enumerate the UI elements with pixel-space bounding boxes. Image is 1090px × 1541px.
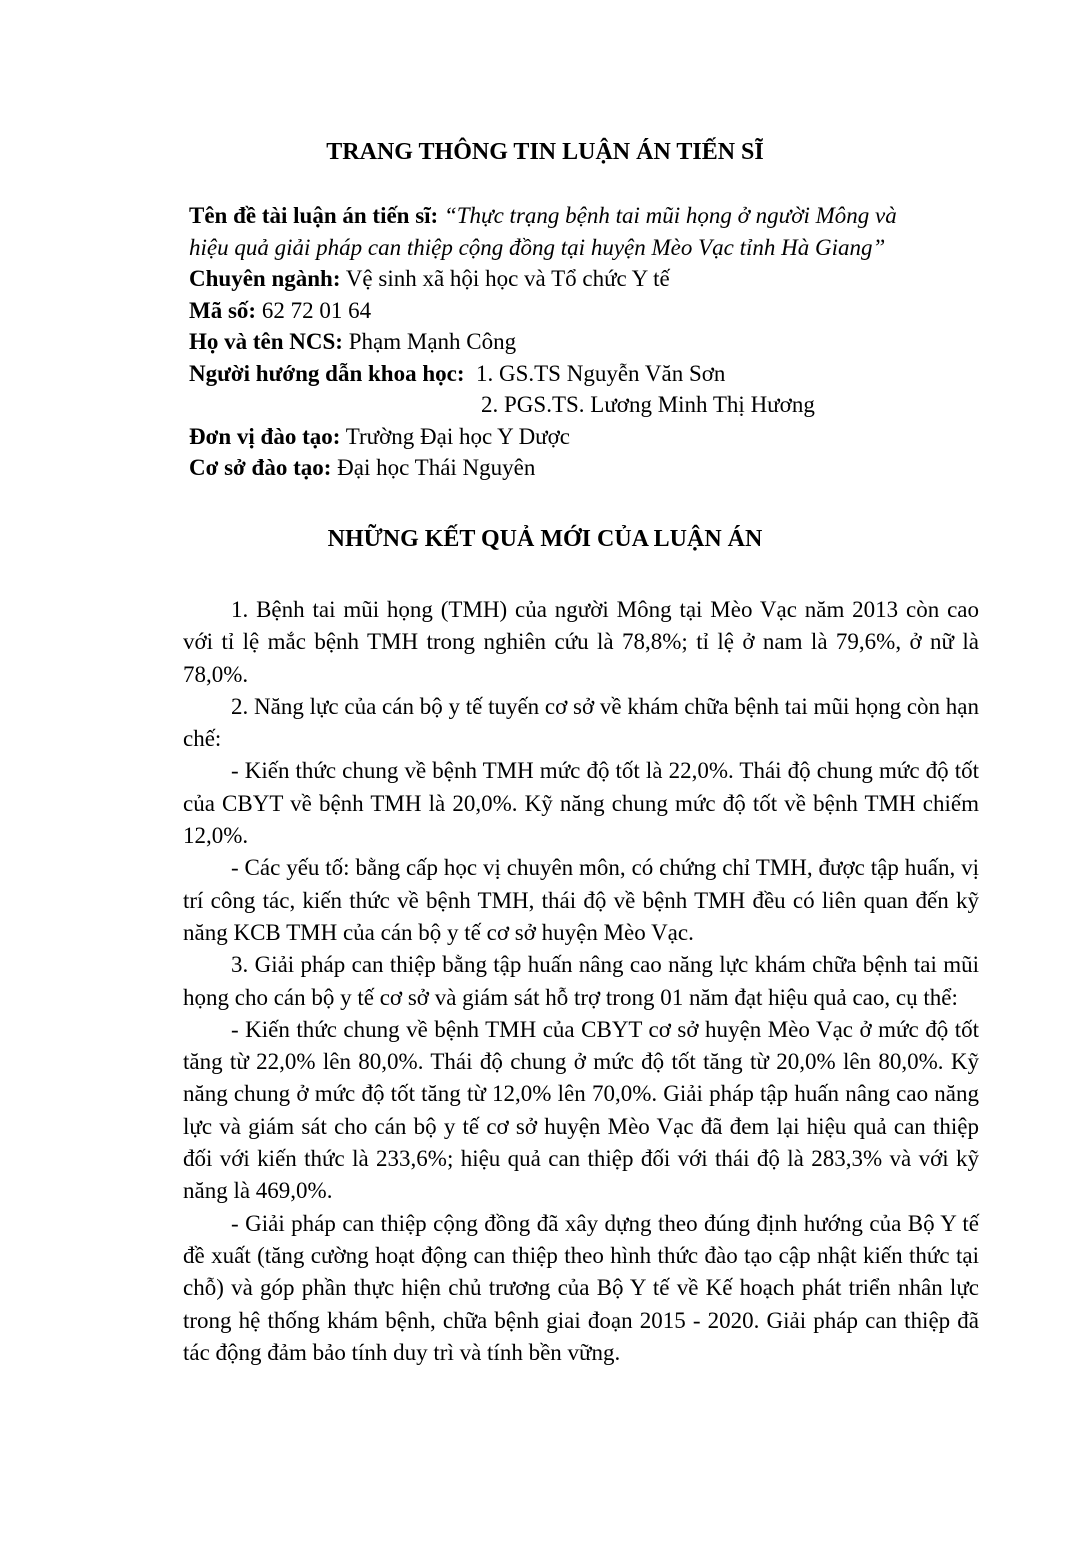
base-value: Đại học Thái Nguyên — [331, 455, 536, 480]
advisor-row-2 — [189, 389, 989, 421]
result-paragraph: 1. Bệnh tai mũi họng (TMH) của người Mông tại Mèo Vạc năm 2013 còn cao với tỉ lệ mắc bệnh TMH trong nghiên cứu là 78,8%; tỉ lệ ở nam là 79,6%, ở nữ là 78,0%. — [183, 597, 979, 687]
code-value: 62 72 01 64 — [256, 297, 372, 323]
page-title: TRANG THÔNG TIN LUẬN ÁN TIẾN SĨ — [326, 139, 764, 165]
result-paragraph: 3. Giải pháp can thiệp bằng tập huấn nâng cao năng lực khám chữa bệnh tai mũi họng cho cán bộ y tế cơ sở và giám sát hỗ trợ trong 01 năm đạt hiệu quả cao, cụ thể: — [183, 952, 979, 1010]
result-paragraph: - Kiến thức chung về bệnh TMH của CBYT cơ sở huyện Mèo Vạc ở mức độ tốt tăng từ 22,0% lên 80,0%. Thái độ chung ở mức độ tốt tăng từ 20,0% lên 80,0%. Kỹ năng chung ở mức độ tốt tăng từ 12,0% lên 70,0%. Giải pháp tập huấn nâng cao năng lực và giám sát cho cán bộ y tế cơ sở huyện Mèo Vạc đã đem lại hiệu quả can thiệp đối với kiến thức là 233,6%; hiệu quả can thiệp đối với thái độ là 283,3% và với kỹ năng là 469,0%. — [183, 1016, 979, 1204]
unit-row — [189, 421, 989, 453]
result-paragraph: - Kiến thức chung về bệnh TMH mức độ tốt là 22,0%. Thái độ chung mức độ tốt của CBYT về bệnh TMH là 20,0%. Kỹ năng chung mức độ tốt về bệnh TMH chiếm 12,0%. — [183, 758, 979, 849]
thesis-info — [189, 200, 989, 484]
advisor-label: Người hướng dẫn khoa học: — [189, 360, 465, 386]
results-heading: NHỮNG KẾT QUẢ MỚI CỦA LUẬN ÁN — [327, 526, 763, 552]
major-label: Chuyên ngành: — [189, 266, 341, 291]
topic-label: Tên đề tài luận án tiến sĩ: — [189, 203, 439, 228]
topic-line2: hiệu quả giải pháp can thiệp cộng đồng tại huyện Mèo Vạc tỉnh Hà Giang” — [189, 234, 886, 260]
code-label: Mã số: — [189, 297, 257, 323]
results-body — [183, 594, 979, 1369]
topic-row — [189, 200, 989, 232]
advisor-1: 1. GS.TS Nguyễn Văn Sơn — [464, 360, 726, 386]
unit-value: Trường Đại học Y Dược — [340, 423, 571, 449]
name-row — [189, 326, 989, 358]
name-label: Họ và tên NCS: — [189, 329, 343, 354]
result-paragraph: - Giải pháp can thiệp cộng đồng đã xây dựng theo đúng định hướng của Bộ Y tế đề xuất (tăng cường hoạt động can thiệp theo hình thức đào tạo cập nhật kiến thức tại chỗ) và góp phần thực hiện chủ trương của Bộ Y tế về Kế hoạch phát triển nhân lực trong hệ thống khám bệnh, chữa bệnh giai đoạn 2015 - 2020. Giải pháp can thiệp đã tác động đảm bảo tính duy trì và tính bền vững. — [183, 1210, 979, 1365]
unit-label: Đơn vị đào tạo: — [189, 423, 341, 449]
code-row — [189, 295, 989, 327]
result-paragraph: - Các yếu tố: bằng cấp học vị chuyên môn, có chứng chỉ TMH, được tập huấn, vị trí công tác, kiến thức về bệnh TMH, thái độ về bệnh TMH đều có liên quan đến kỹ năng KCB TMH của cán bộ y tế cơ sở huyện Mèo Vạc. — [183, 855, 979, 945]
result-paragraph: 2. Năng lực của cán bộ y tế tuyến cơ sở về khám chữa bệnh tai mũi họng còn hạn chế: — [183, 693, 979, 752]
major-row — [189, 263, 989, 295]
base-row — [189, 452, 989, 484]
base-label: Cơ sở đào tạo: — [189, 455, 332, 480]
advisor-row — [189, 358, 989, 390]
major-value: Vệ sinh xã hội học và Tổ chức Y tế — [340, 266, 670, 291]
name-value: Phạm Mạnh Công — [342, 329, 517, 354]
topic-line1: “Thực trạng bệnh tai mũi họng ở người Mông và — [443, 203, 897, 228]
topic-row-2 — [189, 232, 989, 264]
advisor-2: 2. PGS.TS. Lương Minh Thị Hương — [481, 392, 815, 417]
